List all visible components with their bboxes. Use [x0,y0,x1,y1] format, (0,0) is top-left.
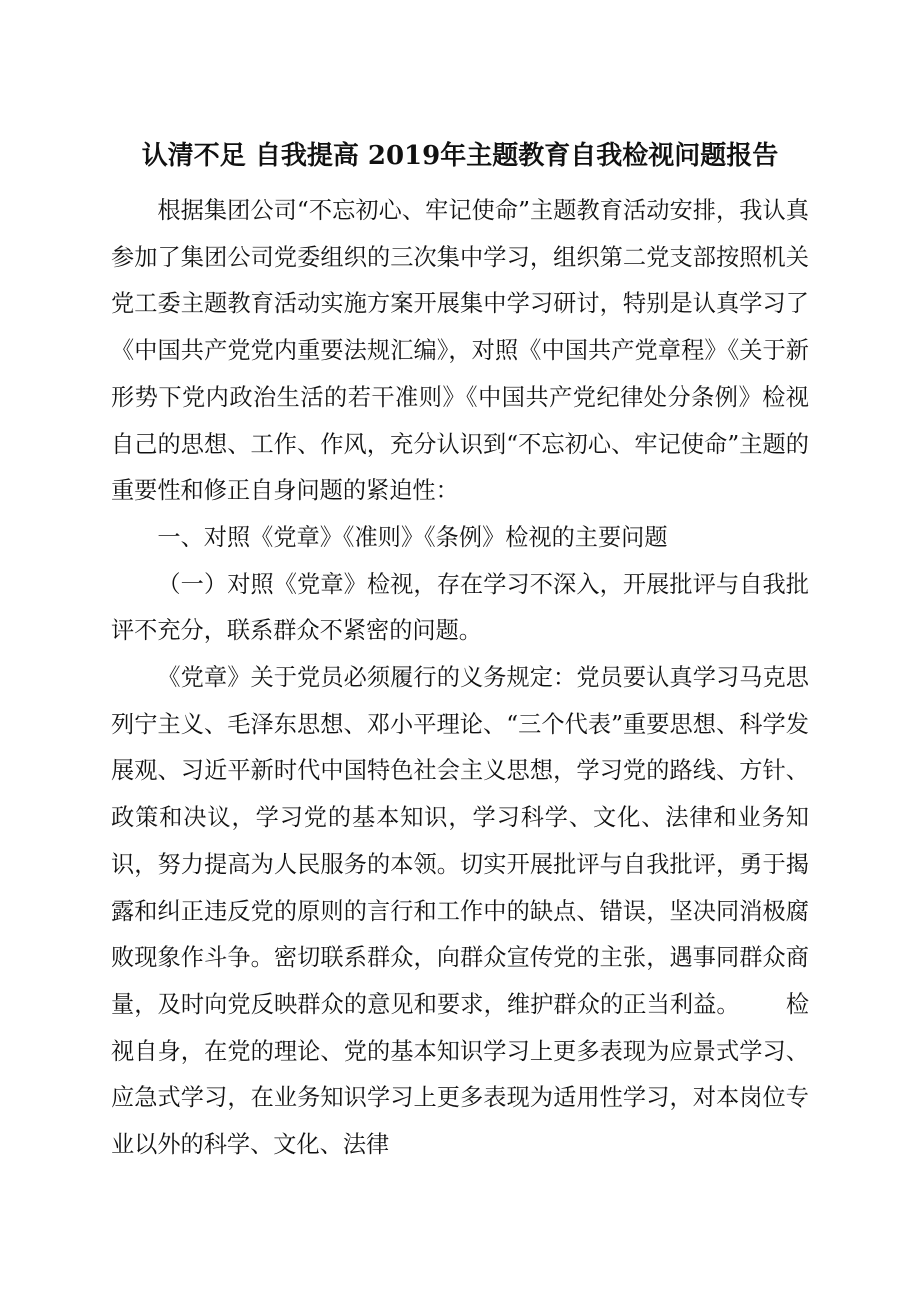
intro-paragraph: 根据集团公司“不忘初心、牢记使命”主题教育活动安排，我认真参加了集团公司党委组织的三次集中学习，组织第二党支部按照机关党工委主题教育活动实施方案开展集中学习研讨，特别是认真学习了《中国共产党党内重要法规汇编》，对照《中国共产党章程》《关于新形势下党内政治生活的若干准则》《中国共产党纪律处分条例》检视自己的思想、工作、作风，充分认识到“不忘初心、牢记使命”主题的重要性和修正自身问题的紧迫性： [111,197,809,505]
document-title: 认清不足 自我提高 2019年主题教育自我检视问题报告 [141,141,779,171]
section-heading: 一、对照《党章》《准则》《条例》检视的主要问题 [157,523,668,551]
self-review-text: 检视自身，在党的理论、党的基本知识学习上更多表现为应景式学习、应急式学习，在业务知识学习上更多表现为适用性学习，对本岗位专业以外的科学、文化、法律 [111,990,810,1159]
document-body [111,188,809,1169]
subsection-heading: （一）对照《党章》检视，存在学习不深入，开展批评与自我批评不充分，联系群众不紧密的问题。 [111,570,809,645]
party-constitution-paragraph [111,655,809,1169]
party-constitution-text: 《党章》关于党员必须履行的义务规定：党员要认真学习马克思列宁主义、毛泽东思想、邓小平理论、“三个代表”重要思想、科学发展观、习近平新时代中国特色社会主义思想，学习党的路线、方针、政策和决议，学习党的基本知识，学习科学、文化、法律和业务知识，努力提高为人民服务的本领。切实开展批评与自我批评，勇于揭露和纠正违反党的原则的言行和工作中的缺点、错误，坚决同消极腐败现象作斗争。密切联系群众，向群众宣传党的主张，遇事同群众商量，及时向党反映群众的意见和要求，维护群众的正当利益。 [111,664,809,1018]
